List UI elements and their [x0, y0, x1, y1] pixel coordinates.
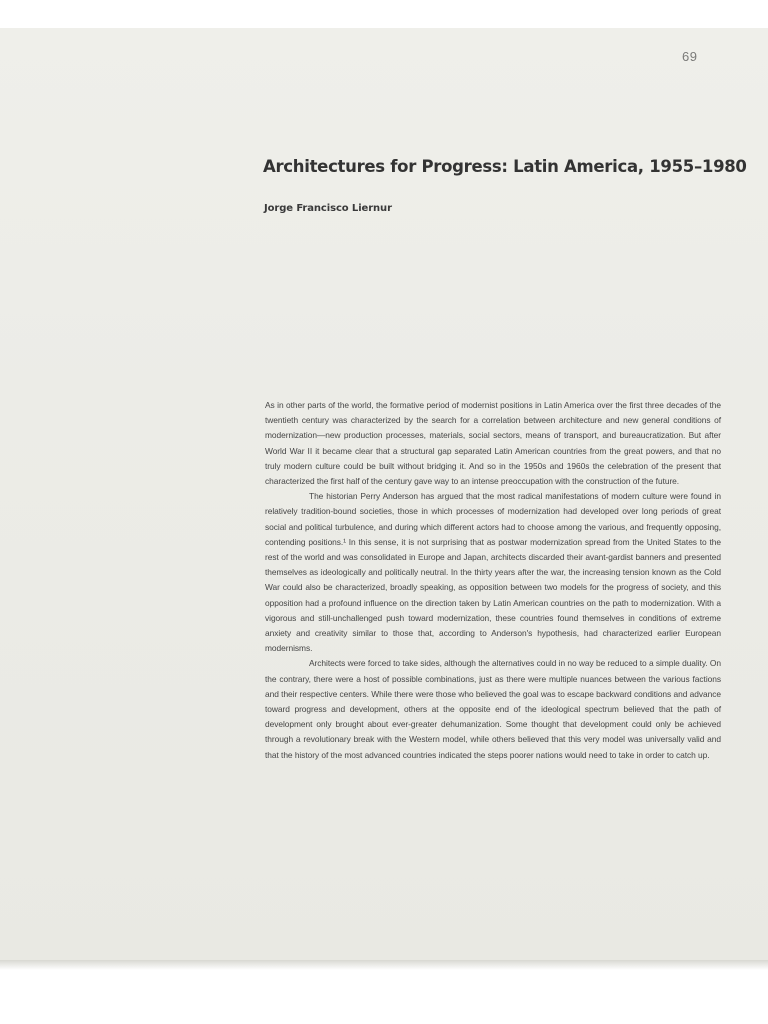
paragraph-3: Architects were forced to take sides, although the alternatives could in no way be reduced to a simple duality. On the contrary, there were a host of possible combinations, just as there were multiple nuances between the various factions and their respective centers. While there were those who believed the goal was to escape backward conditions and advance toward progress and development, others at the opposite end of the ideological spectrum believed that the path of development only brought about ever-greater dehumanization. Some thought that development could only be achieved through a revolutionary break with the Western model, while others believed that this very model was universally valid and that the history of the most advanced countries indicated the steps poorer nations would need to take in order to catch up.: [265, 658, 721, 760]
book-page: [0, 28, 768, 968]
page-edge-shadow: [0, 960, 768, 970]
chapter-title: Architectures for Progress: Latin America, 1955–1980: [263, 157, 747, 176]
chapter-author: Jorge Francisco Liernur: [264, 203, 392, 214]
paragraph-1: As in other parts of the world, the formative period of modernist positions in Latin America over the first three decades of the twentieth century was characterized by the search for a correlation between architecture and new general conditions of modernization—new production processes, materials, social sectors, means of transport, and bureaucratization. But after World War II it became clear that a structural gap separated Latin American countries from the great powers, and that no truly modern culture could be built without bridging it. And so in the 1950s and 1960s the celebration of the present that characterized the first half of the century gave way to an intense preoccupation with the construction of the future.: [265, 400, 721, 487]
paragraph-2: The historian Perry Anderson has argued that the most radical manifestations of modern culture were found in relatively tradition-bound societies, those in which processes of modernization had developed over long periods of great social and political turbulence, and during which different actors had to choose among the various, and frequently opposing, contending positions.¹ In this sense, it is not surprising that as postwar modernization spread from the United States to the rest of the world and was consolidated in Europe and Japan, architects discarded their avant-gardist banners and presented themselves as ideologically and politically neutral. In the thirty years after the war, the increasing tension known as the Cold War could also be characterized, broadly speaking, as opposition between two models for the progress of society, and this opposition had a profound influence on the direction taken by Latin American countries on the path to modernization. With a vigorous and still-unchallenged push toward modernization, these countries found themselves in conditions of extreme anxiety and creativity similar to those that, according to Anderson's hypothesis, had characterized earlier European modernisms.: [265, 491, 721, 654]
body-text: [265, 398, 721, 763]
page-number: 69: [682, 49, 698, 64]
